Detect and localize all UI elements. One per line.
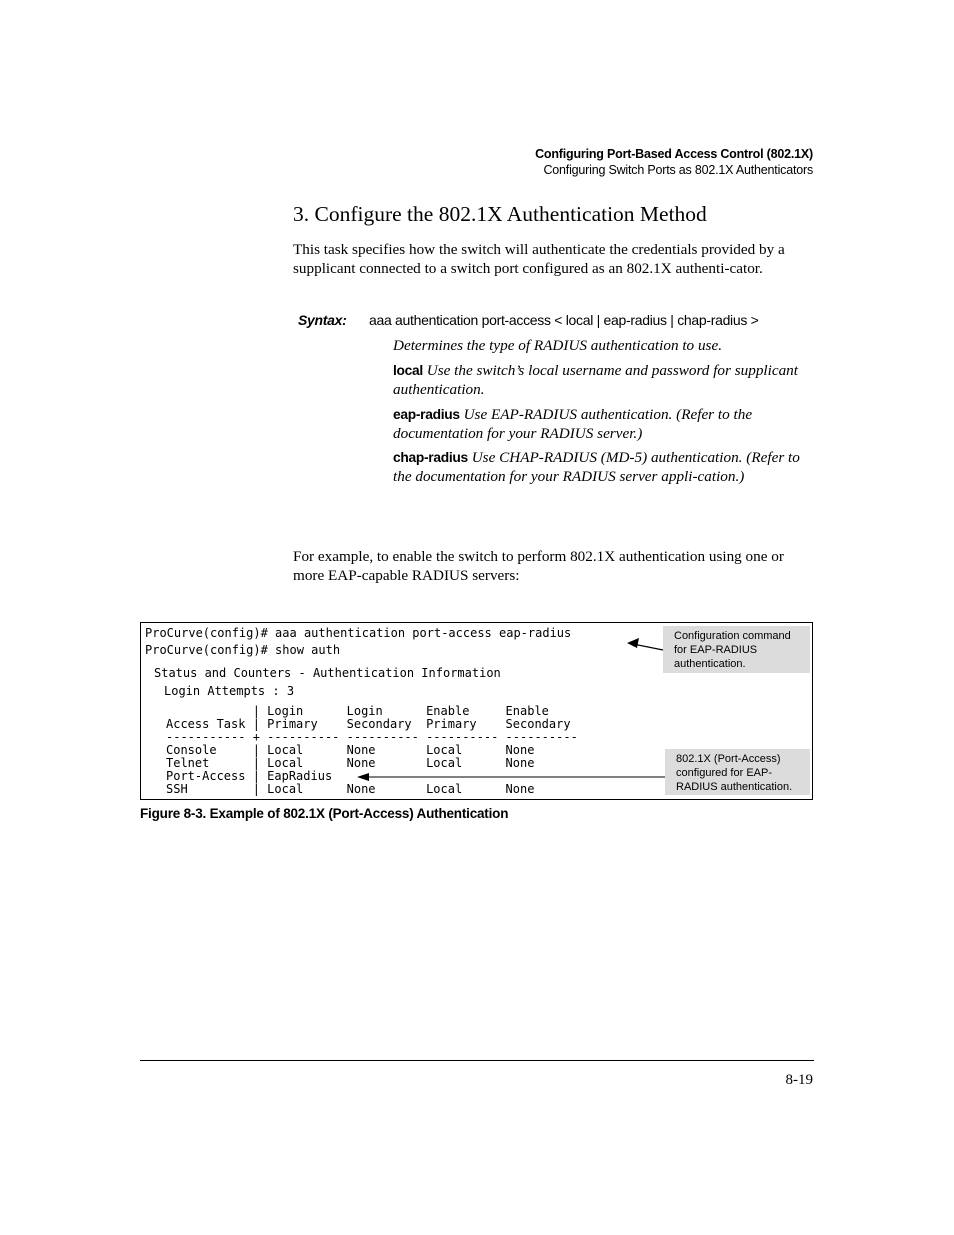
table-row: SSH | Local None Local None — [166, 782, 535, 796]
param-keyword: eap-radius — [393, 407, 460, 422]
table-row: Telnet | Local None Local None — [166, 756, 535, 770]
section-title: 3. Configure the 802.1X Authentication Method — [293, 202, 707, 226]
terminal-line: ProCurve(config)# show auth — [145, 643, 341, 657]
callout-port-access: 802.1X (Port-Access) configured for EAP-RADIUS authentication. — [665, 749, 810, 795]
running-header-section: Configuring Switch Ports as 802.1X Authenticators — [543, 163, 813, 177]
figure-terminal-screenshot — [140, 622, 813, 800]
callout-config-command: Configuration command for EAP-RADIUS authentication. — [663, 626, 810, 673]
example-paragraph: For example, to enable the switch to perform 802.1X authentication using one or more EAP-capable RADIUS servers: — [293, 548, 784, 584]
table-header-row: | Login Login Enable Enable — [166, 704, 549, 718]
syntax-command: aaa authentication port-access < local | eap-radius | chap-radius > — [369, 312, 759, 328]
table-rule: ----------- + ---------- ---------- ---------- ---------- — [166, 730, 578, 744]
param-keyword: local — [393, 363, 423, 378]
status-title: Status and Counters - Authentication Information — [154, 666, 501, 680]
syntax-label: Syntax: — [298, 312, 347, 328]
param-description: Use the switch’s local username and password for supplicant authentication. — [393, 362, 798, 399]
table-header-row: Access Task | Primary Secondary Primary Secondary — [166, 717, 571, 731]
callout-arrows — [141, 623, 812, 799]
arrow-head-icon — [627, 638, 639, 648]
param-local — [393, 361, 813, 399]
param-chap-radius — [393, 448, 813, 486]
intro-paragraph: This task specifies how the switch will authenticate the credentials provided by a supplicant connected to a switch port configured as an 802.1X authenti-cator. — [293, 241, 785, 277]
param-eap-radius — [393, 405, 813, 443]
table-row: Port-Access | EapRadius — [166, 769, 333, 783]
figure-caption: Figure 8-3. Example of 802.1X (Port-Access) Authentication — [140, 806, 509, 821]
param-description: Use EAP-RADIUS authentication. (Refer to the documentation for your RADIUS server.) — [393, 406, 753, 443]
footer-rule — [140, 1060, 814, 1061]
page-number: 8-19 — [785, 1072, 813, 1088]
arrow-head-icon — [357, 773, 369, 781]
param-keyword: chap-radius — [393, 450, 468, 465]
param-description: Use CHAP-RADIUS (MD-5) authentication. (Refer to the documentation for your RADIUS server appli-cation.) — [393, 449, 800, 486]
login-attempts: Login Attempts : 3 — [164, 684, 295, 698]
running-header-chapter: Configuring Port-Based Access Control (802.1X) — [535, 147, 813, 161]
syntax-description-text: Determines the type of RADIUS authentication to use. — [393, 337, 722, 354]
syntax-description — [393, 336, 813, 355]
table-row: Console | Local None Local None — [166, 743, 535, 757]
terminal-line: ProCurve(config)# aaa authentication port-access eap-radius — [145, 626, 572, 640]
